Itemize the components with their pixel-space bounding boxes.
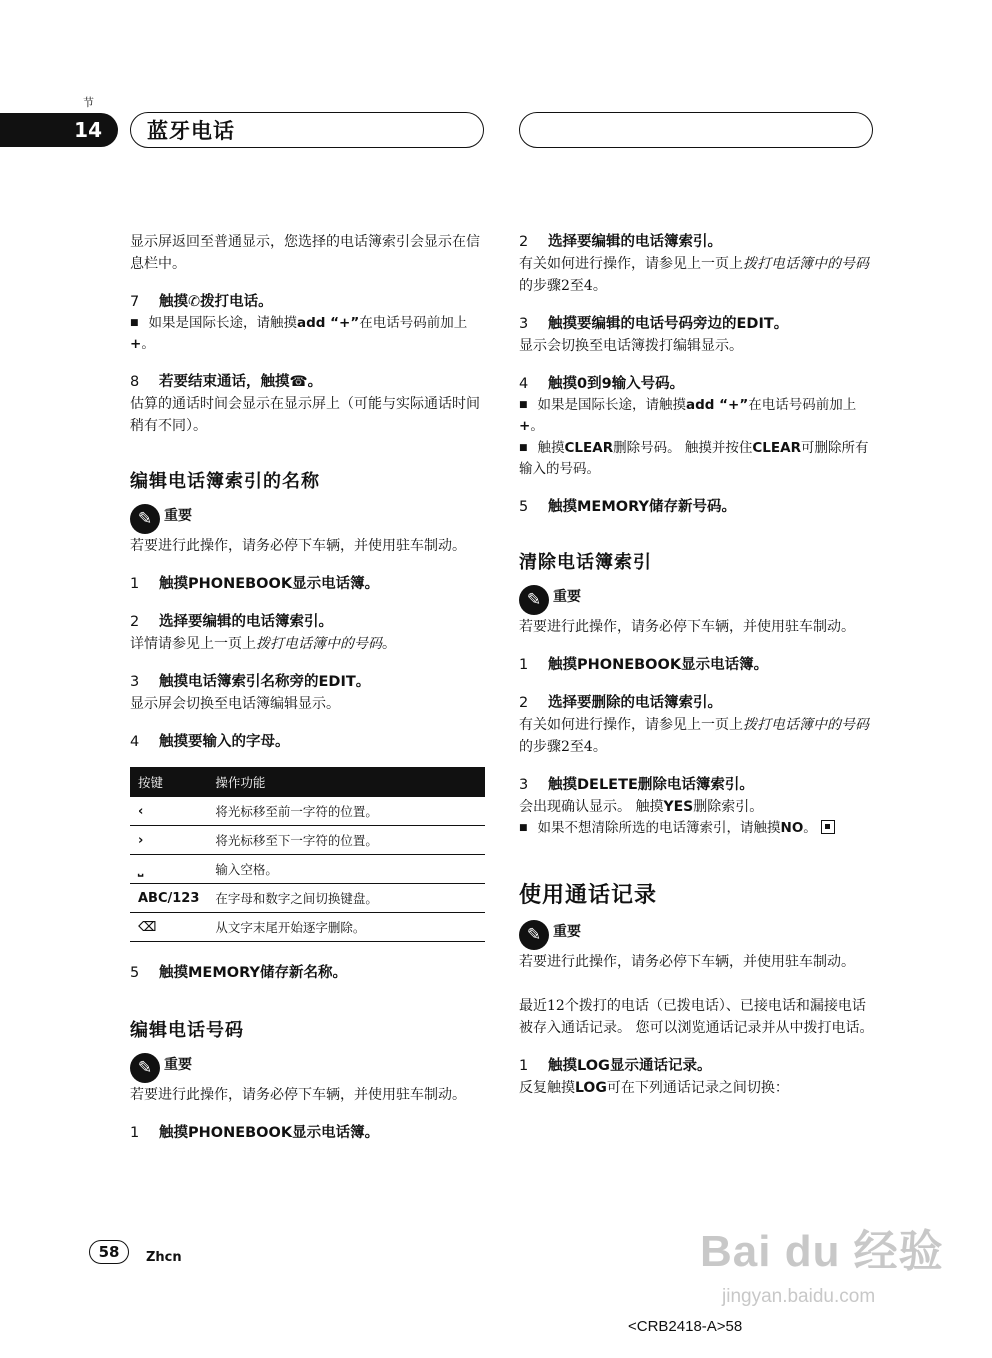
table-row: ⌫ 从文字末尾开始逐字删除。 bbox=[130, 913, 485, 942]
right-step-3: 3 触摸要编辑的电话号码旁边的EDIT。 bbox=[519, 316, 789, 332]
phone-handset-icon: ✆ bbox=[188, 294, 201, 310]
pushpin-icon: ✎ bbox=[130, 504, 160, 534]
log-step-1: 1 触摸LOG显示通话记录。 bbox=[519, 1058, 712, 1074]
chevron-left-icon: ‹ bbox=[130, 797, 207, 826]
right-step-4: 4 触摸0到9输入号码。 bbox=[519, 376, 685, 392]
clear-step-2: 2 选择要删除的电话簿索引。 bbox=[519, 695, 722, 711]
step-number: 7 bbox=[130, 294, 140, 310]
pushpin-icon: ✎ bbox=[130, 1053, 160, 1083]
important-note: ✎ 重要 bbox=[519, 919, 874, 951]
chapter-title-text: 蓝牙电话 bbox=[147, 119, 235, 143]
edit-step-4: 4 触摸要输入的字母。 bbox=[130, 734, 290, 750]
chevron-right-icon: › bbox=[130, 826, 207, 855]
backspace-icon: ⌫ bbox=[130, 913, 207, 942]
document-code: <CRB2418-A>58 bbox=[628, 1318, 743, 1335]
right-column bbox=[519, 231, 874, 1099]
pushpin-icon: ✎ bbox=[519, 585, 549, 615]
step-7-bullet: ■ 如果是国际长途，请触摸add “+”在电话号码前加上+。 bbox=[130, 313, 485, 355]
important-body: 若要进行此操作，请务必停下车辆，并使用驻车制动。 bbox=[130, 538, 466, 554]
right-step-4-bullet-2: ■ 触摸CLEAR删除号码。 触摸并按住CLEAR可删除所有输入的号码。 bbox=[519, 438, 874, 480]
key-function-table bbox=[130, 767, 485, 942]
log-step-1-body: 反复触摸LOG可在下列通话记录之间切换： bbox=[519, 1080, 789, 1096]
important-note: ✎ 重要 bbox=[519, 584, 874, 616]
right-step-4-bullet-1: ■ 如果是国际长途，请触摸add “+”在电话号码前加上+。 bbox=[519, 395, 874, 437]
step-8: 8 若要结束通话，触摸☎。 bbox=[130, 374, 323, 390]
step-7 bbox=[130, 291, 485, 313]
right-step-2: 2 选择要编辑的电话簿索引。 bbox=[519, 234, 722, 250]
step-text: 拨打电话。 bbox=[200, 294, 273, 310]
number-step-1: 1 触摸PHONEBOOK显示电话簿。 bbox=[130, 1125, 380, 1141]
clear-step-2-body: 有关如何进行操作，请参见上一页上拨打电话簿中的号码的步骤2至4。 bbox=[519, 717, 869, 755]
right-step-5: 5 触摸MEMORY储存新号码。 bbox=[519, 499, 736, 515]
right-step-3-body: 显示会切换至电话簿拨打编辑显示。 bbox=[519, 338, 743, 354]
clear-step-3-body: 会出现确认显示。 触摸YES删除索引。 bbox=[519, 799, 764, 815]
step-8-body: 估算的通话时间会显示在显示屏上（可能与实际通话时间稍有不同）。 bbox=[130, 396, 480, 434]
watermark-url: jingyan.baidu.com bbox=[722, 1286, 876, 1307]
page-number: 58 bbox=[89, 1240, 129, 1264]
important-body: 若要进行此操作，请务必停下车辆，并使用驻车制动。 bbox=[519, 619, 855, 635]
chapter-title bbox=[130, 112, 484, 148]
hang-up-icon: ☎ bbox=[289, 374, 308, 390]
heading-edit-name: 编辑电话簿索引的名称 bbox=[130, 471, 320, 492]
clear-step-3: 3 触摸DELETE删除电话簿索引。 bbox=[519, 777, 754, 793]
watermark-logo: Bai du 经验 bbox=[700, 1227, 944, 1276]
left-column bbox=[130, 231, 485, 1144]
chapter-title-right-box bbox=[519, 112, 873, 148]
edit-step-2: 2 选择要编辑的电话簿索引。 bbox=[130, 614, 333, 630]
important-note: ✎ 重要 bbox=[130, 503, 485, 535]
space-icon: ⎵ bbox=[130, 855, 207, 884]
table-row: ⎵ 输入空格。 bbox=[130, 855, 485, 884]
edit-step-3-body: 显示屏会切换至电话簿编辑显示。 bbox=[130, 696, 340, 712]
edit-step-3: 3 触摸电话簿索引名称旁的EDIT。 bbox=[130, 674, 371, 690]
table-row: ABC/123 在字母和数字之间切换键盘。 bbox=[130, 884, 485, 913]
table-row: ‹ 将光标移至前一字符的位置。 bbox=[130, 797, 485, 826]
language-code: Zhcn bbox=[146, 1250, 182, 1265]
intro-text: 显示屏返回至普通显示，您选择的电话簿索引会显示在信息栏中。 bbox=[130, 234, 480, 272]
end-of-section-icon bbox=[821, 820, 835, 834]
clear-step-3-bullet: ■ 如果不想清除所选的电话簿索引，请触摸NO。 bbox=[519, 818, 874, 839]
heading-clear-index: 清除电话簿索引 bbox=[519, 552, 652, 573]
important-body: 若要进行此操作，请务必停下车辆，并使用驻车制动。 bbox=[130, 1087, 466, 1103]
heading-edit-number: 编辑电话号码 bbox=[130, 1020, 244, 1041]
abc-123-key: ABC/123 bbox=[130, 884, 207, 913]
heading-call-log: 使用通话记录 bbox=[519, 883, 658, 908]
clear-step-1: 1 触摸PHONEBOOK显示电话簿。 bbox=[519, 657, 769, 673]
log-body: 最近12个拨打的电话（已拨电话）、已接电话和漏接电话被存入通话记录。 您可以浏览通话记录并从中拨打电话。 bbox=[519, 998, 874, 1036]
edit-step-5: 5 触摸MEMORY储存新名称。 bbox=[130, 965, 347, 981]
right-step-2-body: 有关如何进行操作，请参见上一页上拨打电话簿中的号码的步骤2至4。 bbox=[519, 256, 869, 294]
table-row: › 将光标移至下一字符的位置。 bbox=[130, 826, 485, 855]
important-body: 若要进行此操作，请务必停下车辆，并使用驻车制动。 bbox=[519, 954, 855, 970]
step-text: 触摸 bbox=[159, 294, 188, 310]
table-header: 按键 操作功能 bbox=[130, 767, 485, 797]
edit-step-1: 1 触摸PHONEBOOK显示电话簿。 bbox=[130, 576, 380, 592]
pushpin-icon: ✎ bbox=[519, 920, 549, 950]
section-label: 节 bbox=[83, 96, 94, 109]
section-number: 14 bbox=[0, 113, 118, 147]
important-note: ✎ 重要 bbox=[130, 1052, 485, 1084]
edit-step-2-body: 详情请参见上一页上拨打电话簿中的号码。 bbox=[130, 636, 396, 652]
